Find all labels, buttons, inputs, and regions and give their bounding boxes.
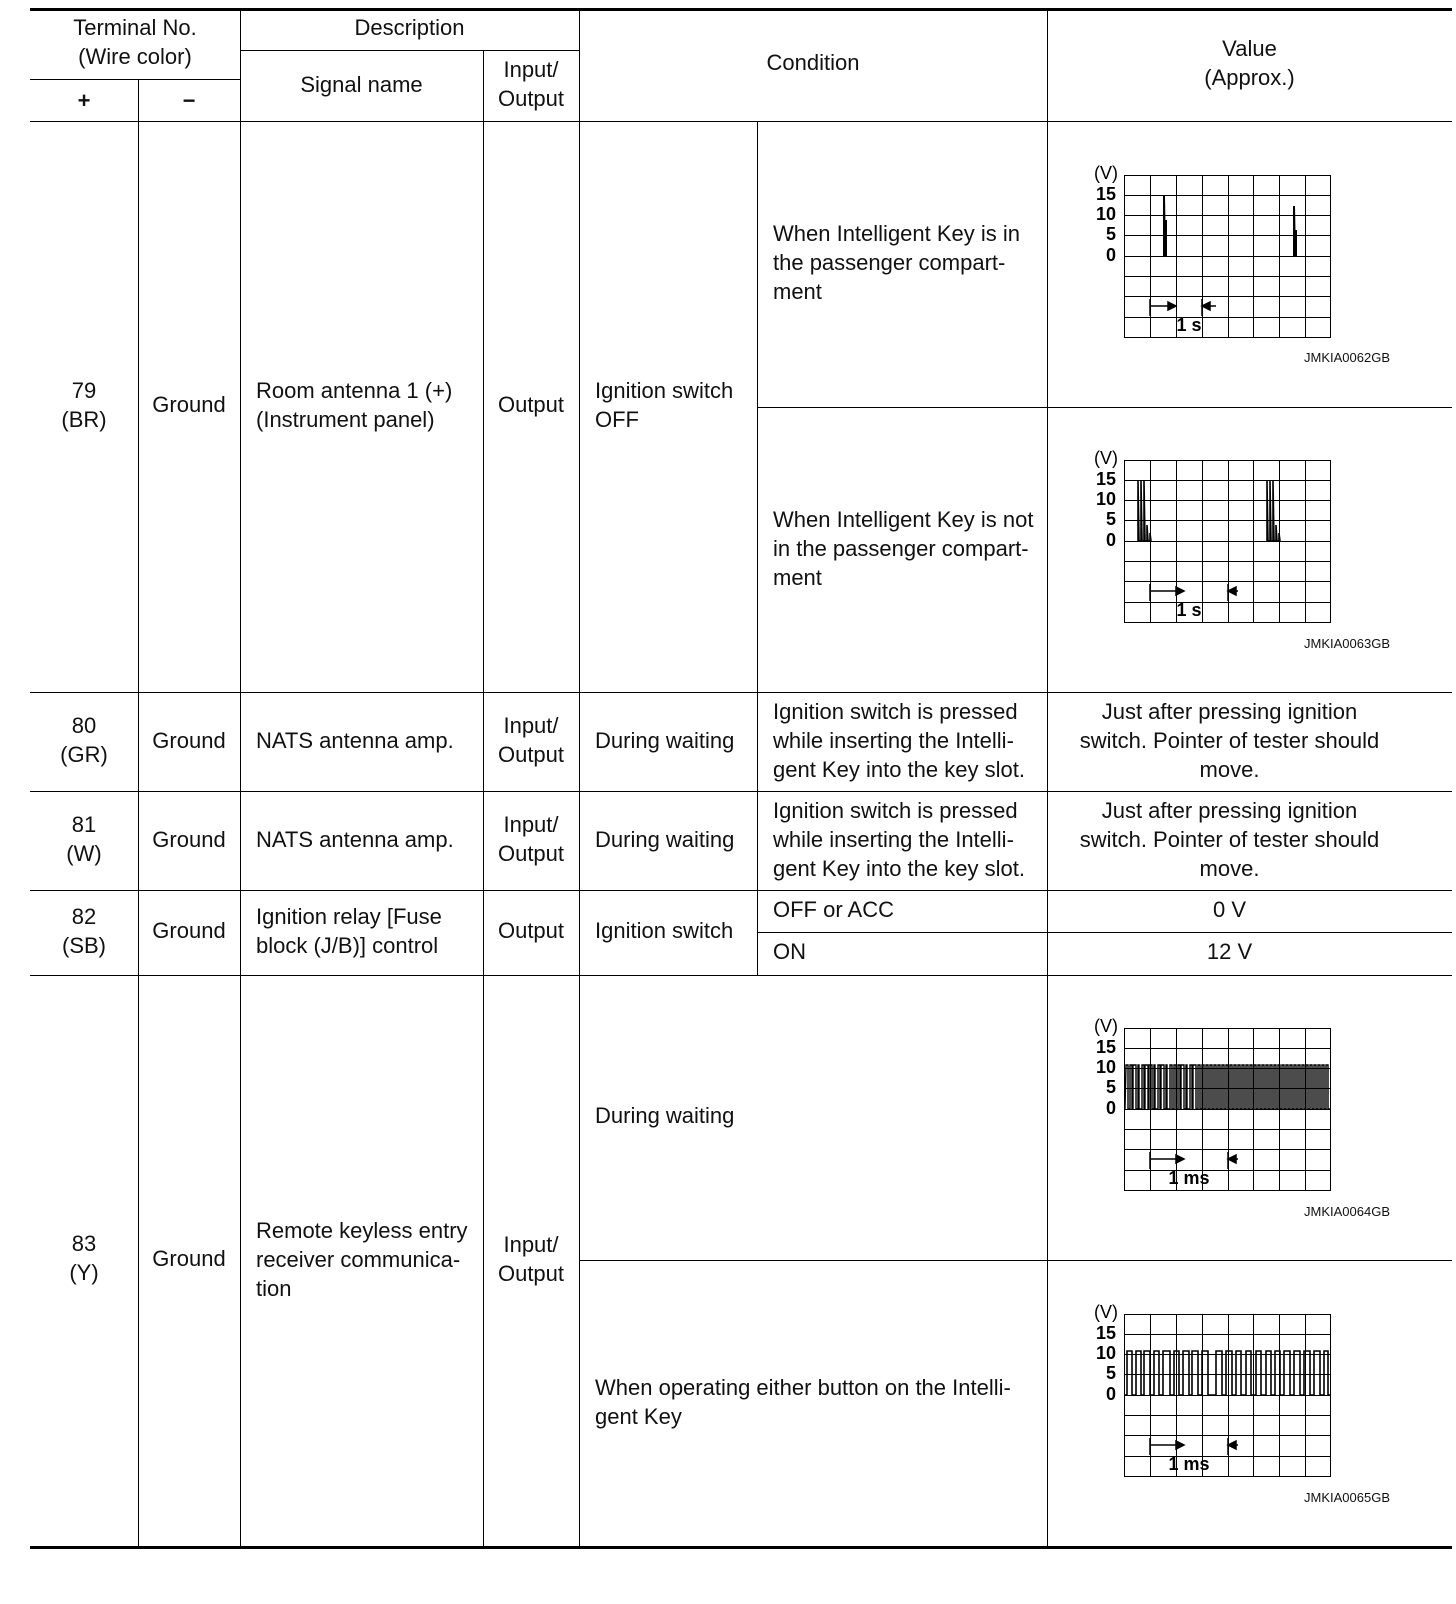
waveform-grid (1124, 175, 1331, 338)
time-scale-label: 1 s (1176, 600, 1202, 620)
header-minus: − (182, 88, 196, 113)
waveform-trace (1164, 196, 1166, 256)
header-bottom-rule (30, 121, 1452, 122)
figure-code-83-operating: JMKIA0065GB (1304, 1490, 1390, 1505)
y-tick: 0 (1106, 245, 1117, 265)
row-80-bottom-rule (30, 791, 1452, 792)
waveform-79-key-in (1088, 160, 1340, 345)
subcondition-79-key-not-in: When Intelligent Key is not in the passenger compart- ment (773, 507, 1034, 590)
col-rule-signal (240, 8, 241, 1547)
row-79-bottom-rule (30, 692, 1452, 693)
col-rule-subcondition-a (757, 121, 758, 693)
col-rule-io (483, 50, 484, 1547)
y-tick: 10 (1096, 489, 1117, 509)
time-scale-arrows (1150, 299, 1216, 316)
signal-82: Ignition relay [Fuse block (J/B)] control (256, 904, 442, 958)
subcondition-83-operating: When operating either button on the Intelli- gent Key (595, 1375, 1011, 1429)
time-scale-arrows (1150, 584, 1238, 601)
detail-81: Ignition switch is pressed while inserting the Intelli- gent Key into the key slot. (773, 798, 1025, 881)
col-rule-subcondition-b (757, 692, 758, 976)
signal-79: Room antenna 1 (+) (Instrument panel) (256, 378, 453, 432)
y-tick: 10 (1096, 1343, 1117, 1363)
y-tick: 0 (1106, 530, 1117, 550)
signal-83: Remote keyless entry receiver communica- tion (256, 1218, 468, 1301)
y-tick: 0 (1106, 1384, 1117, 1404)
time-scale-label: 1 s (1176, 315, 1202, 335)
terminal-79: 79 (BR) (61, 378, 107, 432)
table-top-border (30, 8, 1452, 11)
y-tick: 5 (1106, 1363, 1117, 1383)
signal-81: NATS antenna amp. (256, 827, 454, 852)
terminal-83: 83 (Y) (69, 1231, 99, 1285)
subcondition-83-waiting: During waiting (595, 1103, 735, 1128)
y-tick: 15 (1096, 469, 1117, 489)
units-label: (V) (1094, 163, 1118, 183)
waveform-trace (1138, 481, 1151, 541)
io-83: Input/ Output (497, 1232, 565, 1286)
subcondition-79-key-in: When Intelligent Key is in the passenger compart- ment (773, 221, 1021, 304)
units-label: (V) (1094, 1302, 1118, 1322)
row-82-inner-rule (757, 932, 1452, 933)
header-signal-name: Signal name (300, 72, 423, 97)
waveform-83-operating (1088, 1299, 1340, 1484)
terminal-80: 80 (GR) (60, 713, 108, 767)
condition-79: Ignition switch OFF (595, 378, 734, 432)
row-82-bottom-rule (30, 975, 1452, 976)
waveform-79-key-not-in (1088, 445, 1340, 630)
ground-79: Ground (152, 392, 226, 417)
value-80: Just after pressing ignition switch. Pointer of tester should move. (1079, 699, 1380, 782)
io-82: Output (497, 918, 565, 943)
terminal-82: 82 (SB) (62, 904, 106, 958)
io-81: Input/ Output (497, 812, 565, 866)
units-label: (V) (1094, 448, 1118, 468)
y-tick: 0 (1106, 1098, 1117, 1118)
subcondition-82-off-acc: OFF or ACC (773, 897, 895, 922)
y-tick: 15 (1096, 184, 1117, 204)
col-rule-condition (579, 8, 580, 1547)
col-rule-value-b (1047, 975, 1048, 1547)
io-80: Input/ Output (497, 713, 565, 767)
figure-code-79-key-not-in: JMKIA0063GB (1304, 636, 1390, 651)
y-tick: 5 (1106, 224, 1117, 244)
col-rule-minus (138, 79, 139, 1547)
time-scale-label: 1 ms (1168, 1454, 1210, 1474)
waveform-trace (1125, 1351, 1330, 1395)
condition-81: During waiting (595, 827, 735, 852)
table-bottom-border (30, 1546, 1452, 1549)
ground-83: Ground (152, 1246, 226, 1271)
y-tick: 15 (1096, 1037, 1117, 1057)
header-rule-terminal (30, 79, 240, 80)
header-plus: + (77, 88, 91, 113)
y-tick: 15 (1096, 1323, 1117, 1343)
header-input-output: Input/ Output (497, 57, 565, 111)
y-tick: 5 (1106, 509, 1117, 529)
detail-80: Ignition switch is pressed while inserting the Intelli- gent Key into the key slot. (773, 699, 1025, 782)
y-tick: 10 (1096, 204, 1117, 224)
y-tick: 5 (1106, 1077, 1117, 1097)
signal-80: NATS antenna amp. (256, 728, 454, 753)
row-81-bottom-rule (30, 890, 1452, 891)
waveform-trace (1294, 206, 1296, 256)
ground-80: Ground (152, 728, 226, 753)
waveform-83-waiting (1088, 1013, 1340, 1198)
figure-code-79-key-in: JMKIA0062GB (1304, 350, 1390, 365)
header-rule-description (240, 50, 579, 51)
time-scale-arrows (1150, 1438, 1238, 1455)
y-tick: 10 (1096, 1057, 1117, 1077)
ground-81: Ground (152, 827, 226, 852)
value-81: Just after pressing ignition switch. Pointer of tester should move. (1079, 798, 1380, 881)
figure-code-83-waiting: JMKIA0064GB (1304, 1204, 1390, 1219)
header-terminal-no: Terminal No. (Wire color) (73, 15, 197, 69)
units-label: (V) (1094, 1016, 1118, 1036)
value-82-on: 12 V (1206, 939, 1253, 964)
header-condition: Condition (766, 50, 860, 75)
time-scale-label: 1 ms (1168, 1168, 1210, 1188)
subcondition-82-on: ON (773, 939, 806, 964)
ground-82: Ground (152, 918, 226, 943)
condition-82: Ignition switch (595, 918, 734, 943)
condition-80: During waiting (595, 728, 735, 753)
terminal-81: 81 (W) (66, 812, 102, 866)
io-79: Output (497, 392, 565, 417)
value-82-off-acc: 0 V (1212, 897, 1247, 922)
waveform-trace (1267, 481, 1280, 541)
waveform-trace (1125, 1065, 1330, 1109)
row-79-inner-rule (757, 407, 1452, 408)
header-description: Description (354, 15, 465, 40)
row-83-inner-rule (579, 1260, 1452, 1261)
header-value: Value (Approx.) (1204, 36, 1295, 90)
time-scale-arrows (1150, 1152, 1238, 1169)
